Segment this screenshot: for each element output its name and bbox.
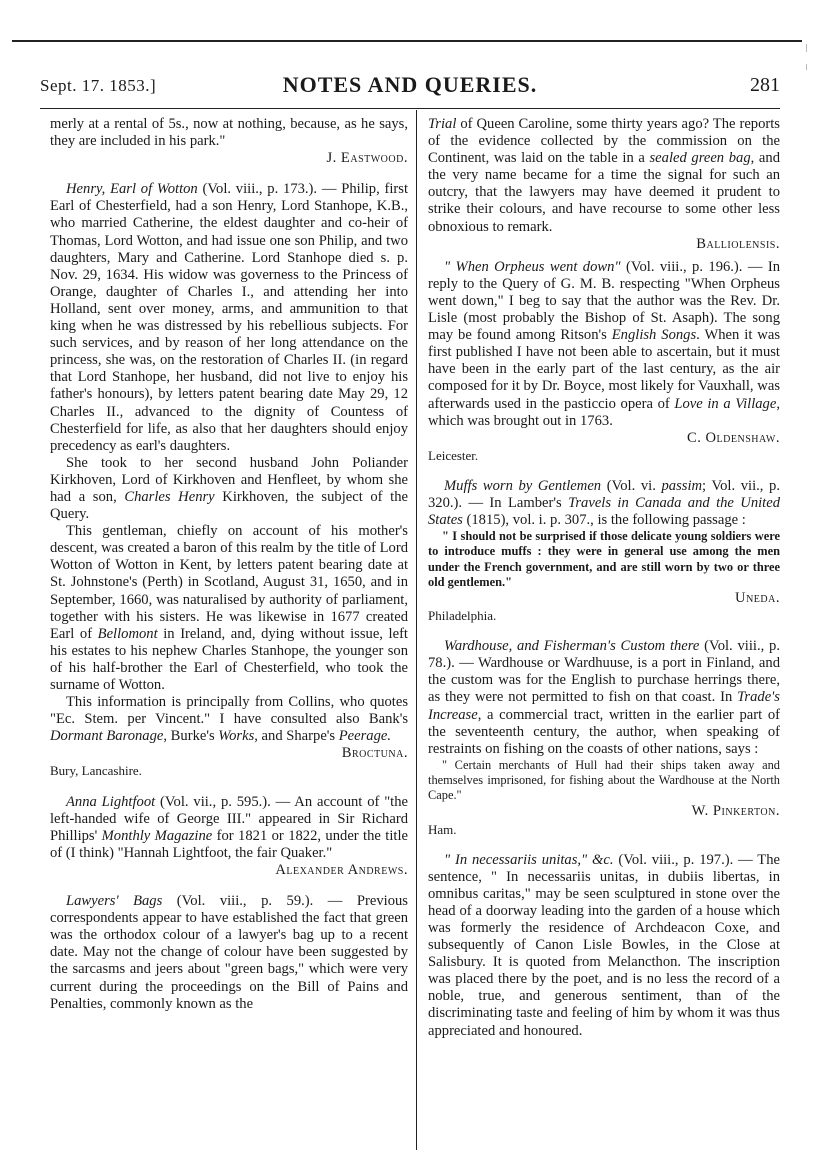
right-column [428,116,780,1040]
wardhouse-article [428,638,780,758]
muffs-article [428,478,780,529]
lightfoot-b: for 1821 or 1822, under the title of (I think) "Hannah Lightfoot, the fair Quaker." [50,827,408,861]
wotton-para-3 [50,523,408,694]
edge-mark [806,64,807,70]
ham-place: Ham. [428,821,457,837]
caroline-a: of Queen Caroline, some thirty years ago? The reports of the evidence collected by the commission on the Continent, was laid on the table in a [428,116,780,167]
eastwood-signature: J. Eastwood. [326,150,408,167]
wotton-heading: Henry, Earl of Wotton [66,181,198,198]
lightfoot-heading: Anna Lightfoot [66,793,156,810]
unitas-article [428,852,780,1040]
lightfoot-em: Monthly Magazine [101,827,213,844]
running-header [40,72,780,98]
caroline-em: Trial [428,116,457,132]
wotton-para-4-a: This information is principally from Collins, who quotes "Ec. Stem. per Vincent." I have consulted also Bank's [50,694,408,728]
orpheus-article [428,259,780,430]
lawyers-bags-body: (Vol. viii., p. 59.). — Previous correspondents appear to have established the fact that green was the orthodox colour of a lawyer's bag up to a recent date. May not the change of colour have been suggested by the sarcasms and jeers about "green bags," which were very current during the proceedings on the Bill of Pains and Penalties, commonly known as the [50,893,408,1012]
wotton-para-2-b: Kirkhoven, the subject of the Query. [50,488,408,523]
wotton-para-2-em: Charles Henry [124,488,215,505]
left-column [50,116,408,1013]
edge-mark [806,44,807,52]
oldenshaw-signature: C. Oldenshaw. [686,429,780,446]
wardhouse-quote: " Certain merchants of Hull had their ships taken away and themselves imprisoned, for fishing about the Wardhouse at the North Cape." [428,757,780,803]
wotton-para-4-b: , Burke's [163,728,219,745]
wotton-para-4-c: , and Sharpe's [254,728,339,745]
wardhouse-a: (Vol. viii., p. 78.). — Wardhouse or Wardhuuse, is a port in Finland, and the custom was for the English to purchase herrings there, as they were not permitted to fish on that coast. In [428,638,780,706]
column-divider [416,110,417,1150]
wotton-body: (Vol. viii., p. 173.). — Philip, first Earl of Chesterfield, had a son Henry, Lord Stanhope, K.B., who married Catherine, the eldest daughter and co-heir of Thomas, Lord Wotton, and had issue one son Philip, and two daughters, Mary and Catherine. Lord Stanhope died s. p. Nov. 29, 1634. His widow was governess to the Princess of Orange, daughter of Charles I., and attending her into Holland, sent over money, arms, and ammunition to that king when he was distressed by his rebellious subjects. For such services, and by reason of her long attendance on the princess, she was, on the restoration of Charles II. (in regard that Lord Stanhope, her husband, did not live to enjoy his father's honours), by letters patent bearing date May 29, 12 Charles II., advanced to the dignity of Countess of Chesterfield for life, as also that her daughters should enjoy precedency as earl's daughters. [50,181,408,454]
header-title: NOTES AND QUERIES. [282,72,538,97]
orpheus-em: English Songs [611,327,697,344]
wotton-article [50,181,408,455]
uneda-signature: Uneda. [735,589,780,606]
muffs-b: ; Vol. vii., p. 320.). — In Lamber's [428,477,781,511]
eastwood-text: merly at a rental of 5s., now at nothing, because, as he says, they are included in his park." [50,116,408,150]
wotton-para-3-a: This gentleman, chiefly on account of his mother's descent, was created a baron of this realm by the title of Lord Wotton of Wotton in Kent, by letters patent bearing date at St. Johnstone's (Perth) in Scotland, August 31, 1650, and in September, 1660, was naturalised by authority of parliament, together with his sisters. He was likewise in 1677 created Earl of [50,523,408,642]
bury-place: Bury, Lancashire. [50,763,142,779]
balliolensis-signature: Balliolensis. [696,235,780,252]
lawyers-bags-heading: Lawyers' Bags [66,893,163,910]
wardhouse-heading: Wardhouse, and Fisherman's Custom there [444,638,700,655]
page-number: 281 [750,74,780,96]
muffs-em: passim [661,477,703,494]
orpheus-em2: Love in a Village [674,395,777,412]
pinkerton-signature: W. Pinkerton. [691,803,780,820]
wotton-para-3-em: Bellomont [97,625,158,642]
caroline-para [428,116,780,236]
orpheus-heading: " When Orpheus went down" [444,258,621,275]
unitas-body: (Vol. viii., p. 197.). — The sentence, " In necessariis unitas, in dubiis libertas, in omnibus caritas," may be seen sculptured in stone over the head of a doorway leading into the garden of a house which was formerly the residence of Archdeacon Coxe, and subsequently of Canon Lisle Bowles, in the Close at Salisbury. It is quoted from Melancthon. The inscription was placed there by the poet, and is no less the record of a noble, true, and generous sentiment, than of the discriminating taste and feeling of him by whom it was thus appreciated and honoured. [428,851,780,1039]
leicester-place: Leicester. [428,447,479,463]
orpheus-b: . When it was first published I have not been able to ascertain, but it must have been in the early part of the last century, as the air composed for it by Dr. Boyce, most likely for Vauxhall, was afterwards used in the pasticcio opera of [428,327,781,412]
lightfoot-article [50,794,408,862]
wotton-para-2-a: She took to her second husband John Poliander Kirkhoven, Lord of Kirkhoven and Henfleet, by whom she had a son, [50,454,408,505]
andrews-signature: Alexander Andrews. [275,861,408,878]
wotton-para-3-b: in Ireland, and, dying without issue, left his estates to his nephew Charles Stanhope, the younger son of his half-brother the Earl of Chesterfield, who took the surname of Wotton. [50,625,408,693]
caroline-b: , and the very name became for a time the signal for such an outcry, that the lawyers may have deemed it prudent to strike their colours, and have recourse to some other less obnoxious to remark. [428,150,780,235]
unitas-heading: " In necessariis unitas," &c. [444,851,614,868]
orpheus-c: , which was brought out in 1763. [428,395,780,429]
orpheus-a: (Vol. viii., p. 196.). — In reply to the Query of G. M. B. respecting "When Orpheus went down," I beg to say that the author was the Rev. Dr. Lisle (most probably the Bishop of St. Asaph). The song may be found among Ritson's [428,258,780,344]
wotton-para-2 [50,455,408,523]
wotton-para-4-em3: Peerage. [338,728,392,745]
caroline-em2: sealed green bag [649,150,751,167]
muffs-heading: Muffs worn by Gentlemen [444,477,602,494]
wotton-para-4 [50,694,408,745]
muffs-c: (1815), vol. i. p. 307., is the following passage : [462,512,746,529]
muffs-em2: Travels in Canada and the United States [428,494,781,529]
header-rule [40,108,780,109]
broctuna-signature: Broctuna. [341,745,408,762]
top-rule [12,40,802,42]
wotton-para-4-em1: Dormant Baronage [50,728,164,745]
wardhouse-em: Trade's Increase [428,689,780,723]
wardhouse-b: , a commercial tract, written in the earlier part of the seventeenth century, the author, when speaking of restraints on fishing on the coasts of other nations, says : [428,706,780,757]
wotton-para-4-em2: Works [218,728,255,745]
muffs-a: (Vol. vi. [601,477,662,494]
header-date: Sept. 17. 1853.] [40,76,157,95]
muffs-quote: " I should not be surprised if those delicate young soldiers were to introduce muffs : they were in general use among the men under the French government, and are still worn by two or three old gentlemen." [428,529,780,589]
philadelphia-place: Philadelphia. [428,608,497,624]
lawyers-bags-article [50,893,408,1013]
lightfoot-a: (Vol. vii., p. 595.). — An account of "the left-handed wife of George III." appeared in Sir Richard Phillips' [50,793,408,844]
